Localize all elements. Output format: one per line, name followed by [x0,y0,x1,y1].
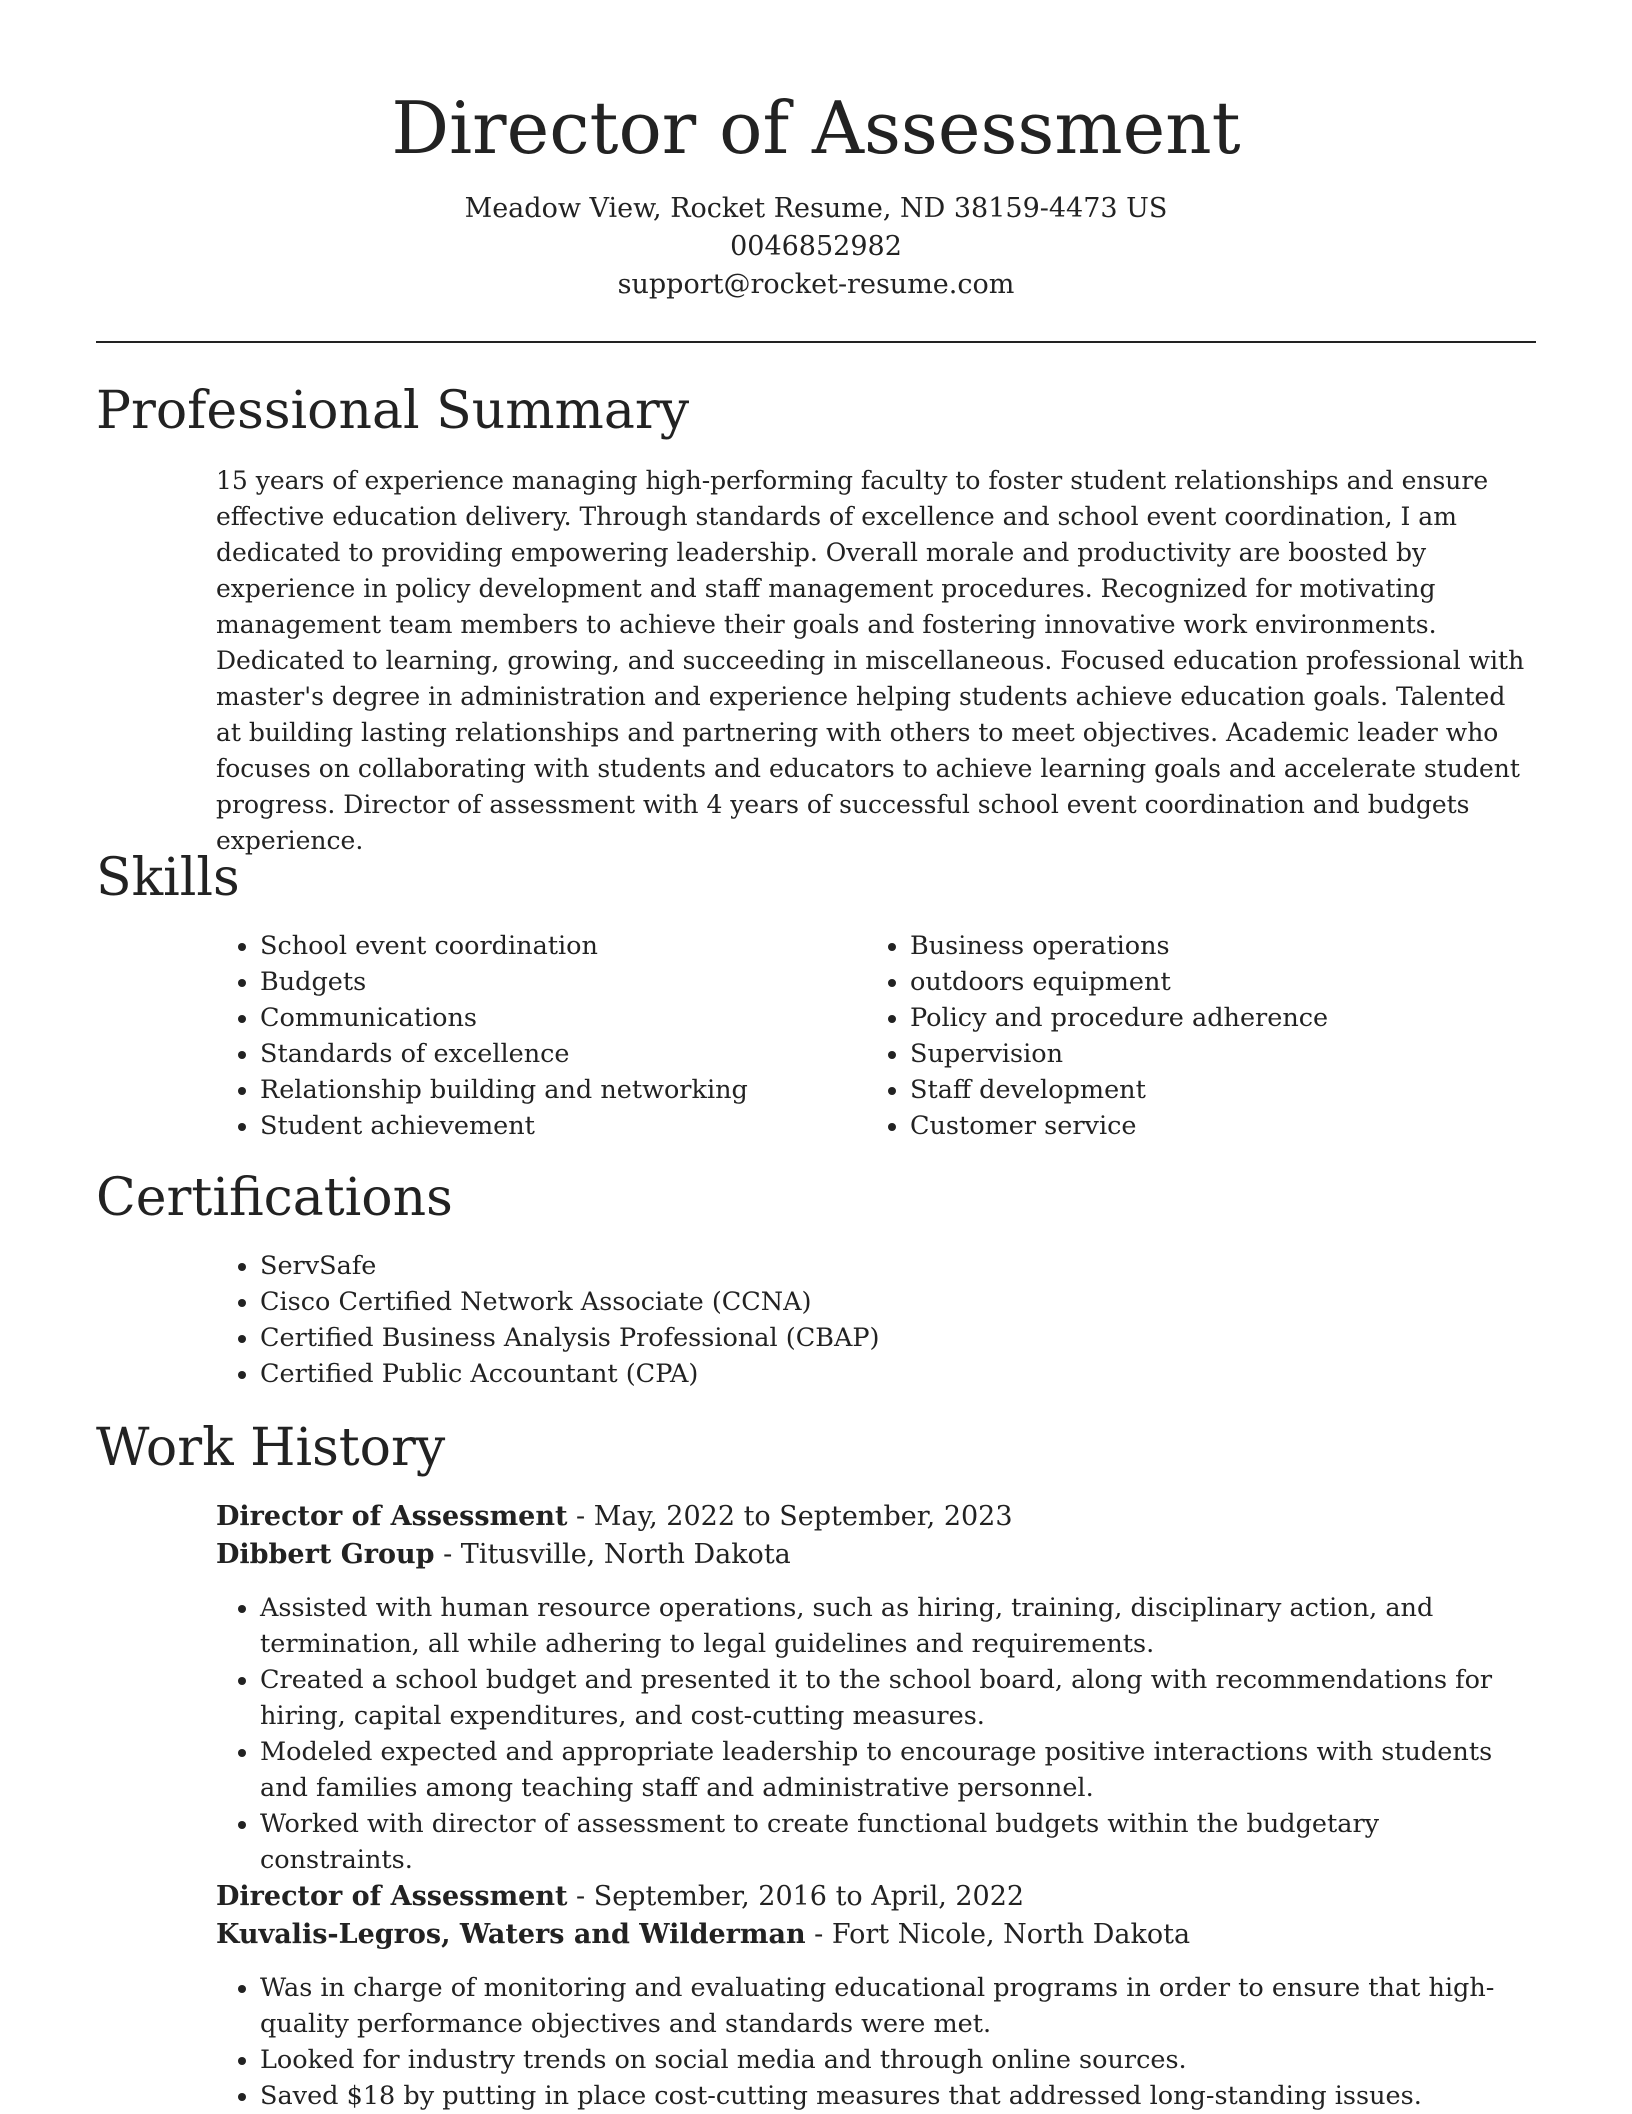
skill-item: • Staff development [910,1072,1506,1108]
job-location: - Fort Nicole, North Dakota [805,1919,1191,1950]
certification-item: • Certified Public Accountant (CPA) [260,1356,1536,1392]
skill-item: • Standards of excellence [260,1036,856,1072]
certifications-heading: Certifications [96,1168,453,1228]
work-history-heading: Work History [96,1418,446,1478]
job-bullet: • Modeled expected and appropriate leadership to encourage positive interactions with students and families among teaching staff and administrative personnel. [260,1734,1536,1806]
skills-column-right [866,928,1506,1144]
skill-item: • Policy and procedure adherence [910,1000,1506,1036]
job-company-line [216,1536,1536,1574]
contact-email[interactable]: support@rocket-resume.com [617,269,1015,300]
skill-item: • Customer service [910,1108,1506,1144]
skills-list-right [866,928,1506,1144]
job-bullets [216,1970,1536,2114]
skill-item: • outdoors equipment [910,964,1506,1000]
job-entry [216,1878,1536,2114]
skills-column-left [216,928,856,1144]
certification-item: • Certified Business Analysis Professional (CBAP) [260,1320,1536,1356]
job-location: - Titusville, North Dakota [434,1539,791,1570]
summary-heading: Professional Summary [96,381,690,441]
certifications-list [216,1248,1536,1392]
resume-name: Director of Assessment [391,86,1241,170]
certification-item: • Cisco Certified Network Associate (CCNA) [260,1284,1536,1320]
job-title-line [216,1878,1536,1916]
job-title: Director of Assessment [216,1881,568,1912]
job-title-line [216,1498,1536,1536]
summary-text: 15 years of experience managing high-performing faculty to foster student relationships and ensure effective education delivery. Through standards of excellence and school event coordination, I am dedicated to providing empowering leadership. Overall morale and productivity are boosted by experience in policy development and staff management procedures. Recognized for motivating management team members to achieve their goals and fostering innovative work environments. Dedicated to learning, growing, and succeeding in miscellaneous. Focused education professional with master's degree in administration and experience helping students achieve education goals. Talented at building lasting relationships and partnering with others to meet objectives. Academic leader who focuses on collaborating with students and educators to achieve learning goals and accelerate student progress. Director of assessment with 4 years of successful school event coordination and budgets experience. [216,466,1525,855]
skill-item: • Budgets [260,964,856,1000]
contact-address: Meadow View, Rocket Resume, ND 38159-4473 US [464,193,1168,224]
certification-item: • ServSafe [260,1248,1536,1284]
skills-heading: Skills [96,848,240,908]
job-bullet: • Saved $18 by putting in place cost-cutting measures that addressed long-standing issues. [260,2078,1536,2114]
job-company: Kuvalis-Legros, Waters and Wilderman [216,1919,806,1950]
skill-item: • Relationship building and networking [260,1072,856,1108]
job-dates: - May, 2022 to September, 2023 [567,1501,1013,1532]
job-bullet: • Looked for industry trends on social media and through online sources. [260,2042,1536,2078]
skill-item: • Student achievement [260,1108,856,1144]
header-divider [96,341,1536,343]
skills-list-left [216,928,856,1144]
skill-item: • Business operations [910,928,1506,964]
skill-item: • Communications [260,1000,856,1036]
job-bullet: • Was in charge of monitoring and evaluating educational programs in order to ensure that high-quality performance objectives and standards were met. [260,1970,1536,2042]
job-bullet: • Assisted with human resource operations, such as hiring, training, disciplinary action, and termination, all while adhering to legal guidelines and requirements. [260,1590,1536,1662]
job-company: Dibbert Group [216,1539,435,1570]
job-bullet: • Worked with director of assessment to create functional budgets within the budgetary constraints. [260,1806,1536,1878]
certifications-block [216,1248,1536,1392]
skill-item: • Supervision [910,1036,1506,1072]
contact-phone: 0046852982 [730,231,902,262]
job-title: Director of Assessment [216,1501,568,1532]
resume-header [96,80,1536,304]
job-bullet: • Created a school budget and presented it to the school board, along with recommendations for hiring, capital expenditures, and cost-cutting measures. [260,1662,1536,1734]
job-entry [216,1498,1536,1878]
skill-item: • School event coordination [260,928,856,964]
job-bullets [216,1590,1536,1878]
job-company-line [216,1916,1536,1954]
job-dates: - September, 2016 to April, 2022 [567,1881,1025,1912]
